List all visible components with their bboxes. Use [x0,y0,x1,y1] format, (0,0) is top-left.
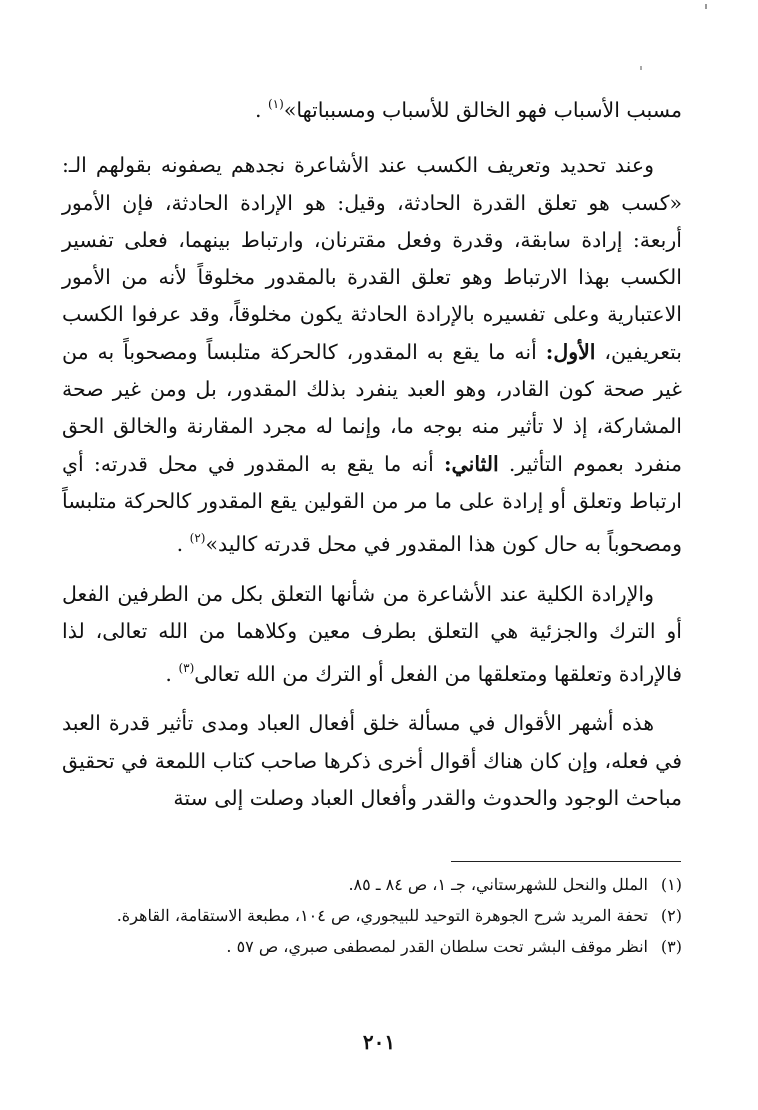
bold-term-first: الأول: [545,339,596,364]
paragraph-tail: . [254,98,268,122]
paragraph-text: أنه ما يقع به المقدور في محل قدرته: أي ارتباط وتعلق أو إرادة على ما مر من القولين يقع المقدور كالحركة متلبساً ومصحوباً به حال كون هذا المقدور في محل قدرته كاليد» [62,451,682,557]
footnote-ref: (٢) [189,531,206,546]
paragraph-4 [62,705,682,817]
footnote-divider [451,861,681,862]
paragraph-tail: . [176,532,190,557]
paragraph-text: هذه أشهر الأقوال في مسألة خلق أفعال العباد ومدى تأثير قدرة العبد في فعله، وإن كان هناك أقوال أخرى ذكرها صاحب كتاب اللمعة في تحقيق مباحث الوجود والحدوث والقدر وأفعال العباد وصلت إلى ستة [62,711,682,811]
footnote-1 [62,870,682,899]
paragraph-tail: . [165,662,179,687]
bold-term-second: الثاني: [443,451,499,476]
footnote-text: تحفة المريد شرح الجوهرة التوحيد للبيجوري، ص ١٠٤، مطبعة الاستقامة، القاهرة. [116,906,648,925]
footnote-number: (٣) [660,937,682,956]
main-text [62,86,682,829]
footnote-ref: (٣) [178,661,195,676]
footnote-text: انظر موقف البشر تحت سلطان القدر لمصطفى صبري، ص ٥٧ . [226,937,648,956]
footnotes [62,870,682,963]
paragraph-1 [62,86,682,129]
footnote-text: الملل والنحل للشهرستاني، جـ ١، ص ٨٤ ـ ٨٥. [348,875,648,894]
paragraph-text: والإرادة الكلية عند الأشاعرة من شأنها التعلق بكل من الطرفين الفعل أو الترك والجزئية هي التعلق بطرف معين وكلاهما من الله تعالى، لذا فالإرادة وتعلقها ومتعلقها من الفعل أو الترك من الله تعالى [62,581,682,687]
scan-mark [705,4,707,9]
footnote-3 [62,932,682,961]
footnote-ref: (١) [267,97,284,111]
scan-mark [640,66,642,70]
paragraph-text: وعند تحديد وتعريف الكسب عند الأشاعرة نجدهم يصفونه بقولهم الـ: «كسب هو تعلق القدرة الحادثة، وقيل: هو الإرادة الحادثة، فإن الأمور أربعة: إرادة سابقة، وقدرة وفعل مقترنان، وارتباط بينهما، فعلى تفسير الكسب بهذا الارتباط وهو تعلق القدرة بالمقدور مخلوقاً لأنه من الأمور الاعتبارية وعلى تفسيره بالإرادة الحادثة يكون مخلوقاً، وقد عرفوا الكسب بتعريفين، [62,153,682,364]
paragraph-2 [62,147,682,563]
footnote-2 [62,901,682,930]
footnote-number: (٢) [660,906,682,925]
footnote-number: (١) [660,875,682,894]
page-number: ٢٠١ [362,1030,396,1054]
paragraph-text: أنه ما يقع به المقدور، كالحركة متلبساً ومصحوباً به من غير صحة كون القادر، وهو العبد ينفرد بذلك المقدور، بل ومن غير صحة المشاركة، إذ لا تأثير منه بوجه ما، وإنما له مجرد المقارنة والخالق الحق منفرد بعموم التأثير. [62,339,682,476]
paragraph-text: مسبب الأسباب فهو الخالق للأسباب ومسبباتها» [283,98,682,122]
paragraph-3 [62,576,682,694]
